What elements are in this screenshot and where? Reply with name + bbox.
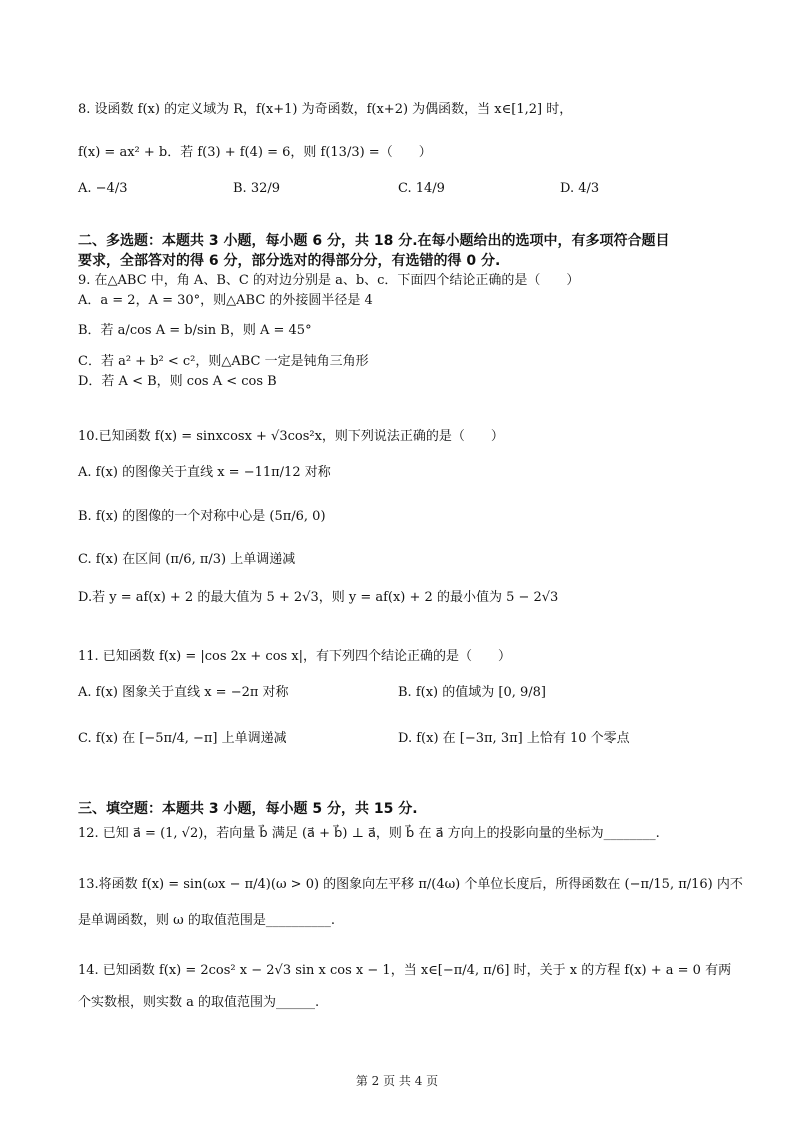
q11-stem: 11. 已知函数 f(x) = |cos 2x + cos x|，有下列四个结论正确的是（ ） — [78, 649, 512, 664]
q10-option-a: A. f(x) 的图像关于直线 x = −11π/12 对称 — [78, 465, 331, 480]
q12-stem: 12. 已知 a⃗ = (1, √2)，若向量 b⃗ 满足 (a⃗ + b⃗) ⊥ a⃗，则 b⃗ 在 a⃗ 方向上的投影向量的坐标为________. — [78, 826, 660, 841]
q14-line2: 个实数根，则实数 a 的取值范围为______. — [78, 995, 320, 1010]
q8-option-c: C. 14/9 — [398, 181, 445, 196]
q9-option-d: D．若 A < B，则 cos A < cos B — [78, 374, 277, 389]
q10-option-b: B. f(x) 的图像的一个对称中心是 (5π/6, 0) — [78, 509, 326, 524]
q9-stem: 9. 在△ABC 中，角 A、B、C 的对边分别是 a、b、c．下面四个结论正确的是（ ） — [78, 273, 580, 288]
q14-line1: 14. 已知函数 f(x) = 2cos² x − 2√3 sin x cos x − 1，当 x∈[−π/4, π/6] 时，关于 x 的方程 f(x) + a = 0 有两 — [78, 963, 732, 978]
q10-stem: 10.已知函数 f(x) = sinxcosx + √3cos²x，则下列说法正确的是（ ） — [78, 429, 504, 444]
q9-option-c: C．若 a² + b² < c²，则△ABC 一定是钝角三角形 — [78, 354, 369, 369]
q9-option-b: B．若 a/cos A = b/sin B，则 A = 45° — [78, 323, 312, 338]
q11-option-a: A. f(x) 图象关于直线 x = −2π 对称 — [78, 685, 289, 700]
page-footer: 第 2 页 共 4 页 — [355, 1074, 439, 1088]
q8-option-d: D. 4/3 — [560, 181, 600, 196]
q8-stem-line1: 8. 设函数 f(x) 的定义域为 R，f(x+1) 为奇函数，f(x+2) 为偶函数，当 x∈[1,2] 时， — [78, 102, 573, 117]
section2-heading-line2: 要求，全部答对的得 6 分，部分选对的得部分分，有选错的得 0 分. — [78, 253, 501, 269]
q11-option-c: C. f(x) 在 [−5π/4, −π] 上单调递减 — [78, 731, 287, 746]
q8-option-a: A. −4/3 — [78, 181, 128, 196]
q11-option-d: D. f(x) 在 [−3π, 3π] 上恰有 10 个零点 — [398, 731, 630, 746]
q10-option-d: D.若 y = af(x) + 2 的最大值为 5 + 2√3，则 y = af(x) + 2 的最小值为 5 − 2√3 — [78, 590, 559, 605]
q8-option-b: B. 32/9 — [233, 181, 281, 196]
q13-line2: 是单调函数，则 ω 的取值范围是__________. — [78, 913, 335, 928]
section3-heading: 三、填空题：本题共 3 小题，每小题 5 分，共 15 分. — [78, 801, 418, 817]
section2-heading-line1: 二、多选题：本题共 3 小题，每小题 6 分，共 18 分.在每小题给出的选项中，有多项符合题目 — [78, 233, 670, 249]
q11-option-b: B. f(x) 的值域为 [0, 9/8] — [398, 685, 546, 700]
q9-option-a: A．a = 2，A = 30°，则△ABC 的外接圆半径是 4 — [78, 293, 373, 308]
q13-line1: 13.将函数 f(x) = sin(ωx − π/4)(ω > 0) 的图象向左平移 π/(4ω) 个单位长度后，所得函数在 (−π/15, π/16) 内不 — [78, 877, 743, 892]
q8-stem-line2: f(x) = ax² + b．若 f(3) + f(4) = 6，则 f(13/3) =（ ） — [78, 145, 432, 160]
q10-option-c: C. f(x) 在区间 (π/6, π/3) 上单调递减 — [78, 552, 296, 567]
